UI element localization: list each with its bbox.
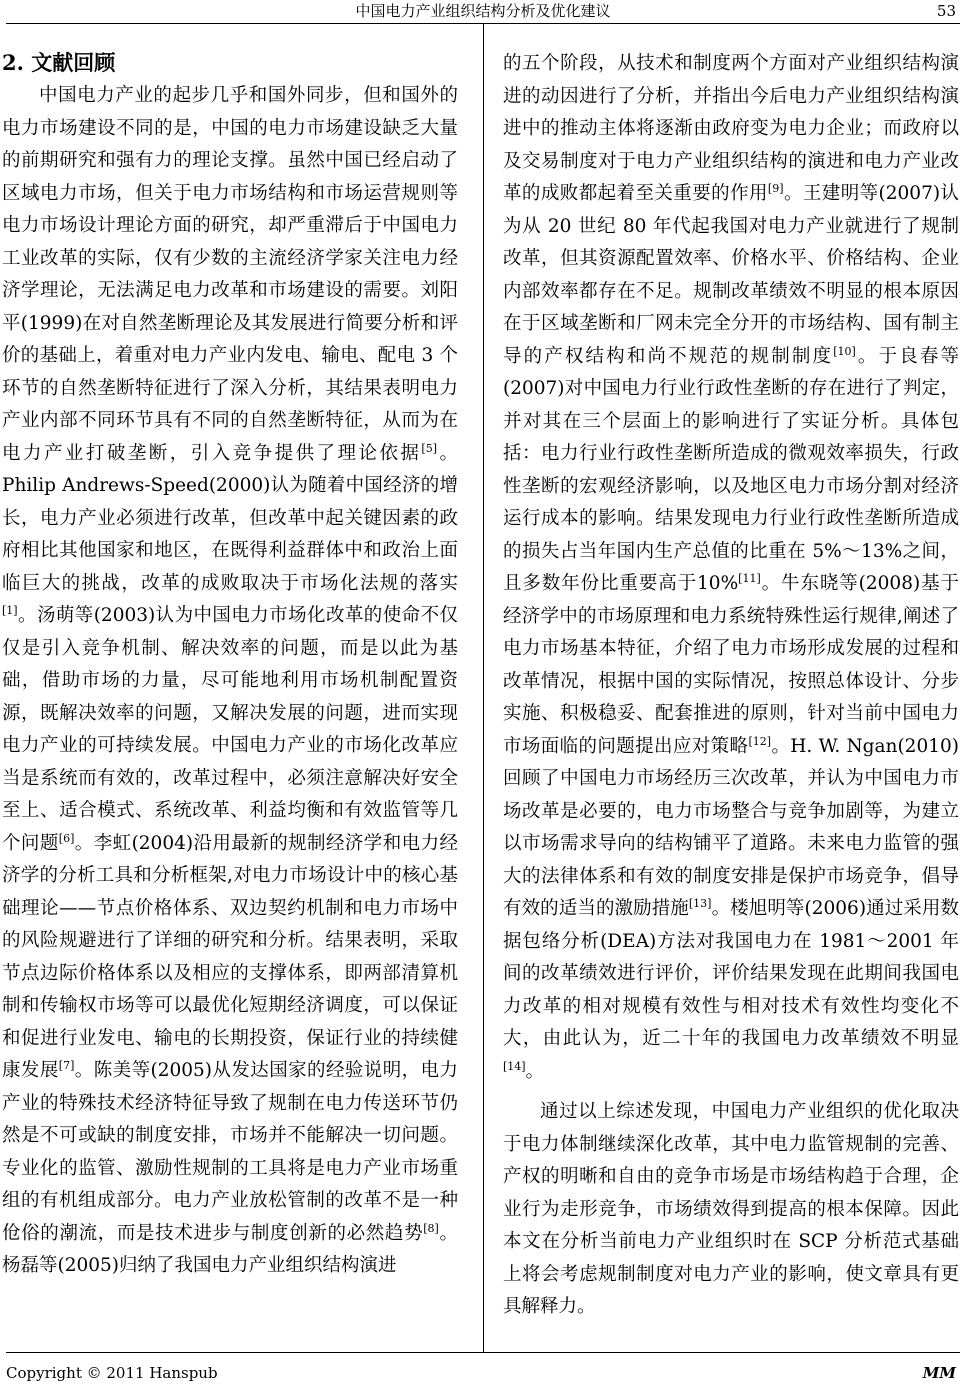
right-column bbox=[503, 48, 959, 1324]
paragraph-text: 。于良春等(2007)对中国电力行业行政性垄断的存在进行了判定，并对其在三个层面上的影响进行了实证分析。具体包括：电力行业行政性垄断所造成的微观效率损失，行政性垄断的宏观经济影响，以及地区电力市场分割对经济运行成本的影响。结果发现电力行业行政性垄断所造成的损失占当年国内生产总值的比重在 5%～13%之间，且多数年份比重要高于10% bbox=[503, 345, 959, 594]
paragraph-text: 。牛东晓等(2008)基于经济学中的市场原理和电力系统特殊性运行规律,阐述了电力市场基本特征，介绍了电力市场形成发展的过程和改革情况，根据中国的实际情况，按照总体设计、分步实施、积极稳妥、配套推进的原则，针对当前中国电力市场面临的问题提出应对策略 bbox=[503, 573, 959, 757]
page-header bbox=[0, 0, 966, 24]
section-heading: 2. 文献回顾 bbox=[2, 50, 116, 75]
paragraph bbox=[503, 1096, 959, 1324]
paragraph-text: 。陈美等(2005)从发达国家的经验说明，电力产业的特殊技术经济特征导致了规制在电力传送环节仍然是不可或缺的制度安排，市场并不能解决一切问题。专业化的监管、激励性规制的工具将是电力产业市场重组的有机组成部分。电力产业放松管制的改革不是一种伧俗的潮流，而是技术进步与制度创新的必然趋势 bbox=[2, 1060, 458, 1244]
paragraph-text: 。楼旭明等(2006)通过采用数据包络分析(DEA)方法对我国电力在 1981～2001 年间的改革绩效进行评价，评价结果发现在此期间我国电力改革的相对规模有效性与相对技术有效性均变化不大，由此认为，近二十年的我国电力改革绩效不明显 bbox=[503, 898, 959, 1049]
paragraph-text: 。Philip Andrews-Speed(2000)认为随着中国经济的增长，电力产业必须进行改革，但改革中起关键因素的政府相比其他国家和地区，在既得利益群体中和政治上面临巨大的挑战，改革的成败取决于市场化法规的落实 bbox=[2, 442, 458, 594]
citation: [12] bbox=[748, 734, 772, 748]
left-column bbox=[2, 46, 458, 1283]
paragraph-text: 。 bbox=[525, 1060, 545, 1082]
citation: [10] bbox=[833, 344, 856, 358]
citation: [1] bbox=[2, 603, 18, 617]
paragraph-text: 通过以上综述发现，中国电力产业组织的优化取决于电力体制继续深化改革，其中电力监管规制的完善、产权的明晰和自由的竞争市场是市场结构趋于合理，企业行为走形竞争，市场绩效得到提高的根本保障。因此本文在分析当前电力产业组织时在 SCP 分析范式基础上将会考虑规制制度对电力产业的影响，使文章具有更具解释力。 bbox=[503, 1101, 959, 1317]
paragraph-text: 。王建明等(2007)认为从 20 世纪 80 年代起我国对电力产业就进行了规制改革，但其资源配置效率、价格水平、价格结构、企业内部效率都存在不足。规制改革绩效不明显的根本原因在于区域垄断和厂网未完全分开的市场结构、国有制主导的产权结构和尚不规范的规制制度 bbox=[503, 183, 959, 367]
citation: [14] bbox=[503, 1059, 526, 1073]
page-number: 53 bbox=[936, 2, 956, 20]
paragraph-text: 的五个阶段，从技术和制度两个方面对产业组织结构演进的动因进行了分析，并指出今后电力产业组织结构演进中的推动主体将逐渐由政府变为电力企业；而政府以及交易制度对于电力产业组织结构的演进和电力产业改革的成败都起着至关重要的作用 bbox=[503, 53, 959, 204]
citation: [9] bbox=[767, 181, 784, 195]
citation: [11] bbox=[738, 571, 761, 585]
copyright-notice: Copyright © 2011 Hanspub bbox=[6, 1364, 218, 1382]
page-footer bbox=[0, 1352, 966, 1386]
footer-rule bbox=[6, 1352, 960, 1353]
journal-abbreviation: MM bbox=[922, 1364, 956, 1382]
column-divider bbox=[483, 24, 484, 1352]
paragraph-text: 。杨磊等(2005)归纳了我国电力产业组织结构演进 bbox=[2, 1222, 458, 1276]
paragraph-text: 中国电力产业的起步几乎和国外同步，但和国外的电力市场建设不同的是，中国的电力市场建设缺乏大量的前期研究和强有力的理论支撑。虽然中国已经启动了区域电力市场，但关于电力市场结构和市场运营规则等电力市场设计理论方面的研究，却严重滞后于中国电力工业改革的实际，仅有少数的主流经济学家关注电力经济学理论，无法满足电力改革和市场建设的需要。刘阳平(1999)在对自然垄断理论及其发展进行简要分析和评价的基础上，着重对电力产业内发电、输电、配电 3 个环节的自然垄断特征进行了深入分析，其结果表明电力产业内部不同环节具有不同的自然垄断特征，从而为在电力产业打破垄断，引入竞争提供了理论依据 bbox=[2, 85, 458, 464]
paragraph-text: 。H. W. Ngan(2010)回顾了中国电力市场经历三次改革，并认为中国电力市场改革是必要的，电力市场整合与竞争加剧等，为建立以市场需求导向的结构铺平了道路。未来电力监管的强大的法律体系和有效的制度安排是保护市场竞争，倡导有效的适当的激励措施 bbox=[503, 735, 959, 919]
citation: [13] bbox=[688, 896, 712, 910]
citation: [6] bbox=[58, 831, 75, 845]
citation: [8] bbox=[423, 1221, 439, 1235]
paragraph-text: 。汤萌等(2003)认为中国电力市场化改革的使命不仅仅是引入竞争机制、解决效率的问题，而是以此为基础，借助市场的力量，尽可能地利用市场机制配置资源，既解决效率的问题，又解决发展的问题，进而实现电力产业的可持续发展。中国电力产业的市场化改革应当是系统而有效的，改革过程中，必须注意解决好安全至上、适合模式、系统改革、利益均衡和有效监管等几个问题 bbox=[2, 605, 458, 854]
paragraph bbox=[503, 48, 959, 1088]
running-title: 中国电力产业组织结构分析及优化建议 bbox=[355, 2, 611, 20]
paragraph bbox=[2, 80, 458, 1283]
paragraph-text: 。李虹(2004)沿用最新的规制经济学和电力经济学的分析工具和分析框架,对电力市场设计中的核心基础理论——节点价格体系、双边契约机制和电力市场中的风险规避进行了详细的研究和分析。结果表明，采取节点边际价格体系以及相应的支撑体系，即两部清算机制和传输权市场等可以最优化短期经济调度，可以保证和促进行业发电、输电的长期投资，保证行业的持续健康发展 bbox=[2, 832, 458, 1081]
citation: [7] bbox=[58, 1058, 75, 1072]
citation: [5] bbox=[421, 441, 438, 455]
